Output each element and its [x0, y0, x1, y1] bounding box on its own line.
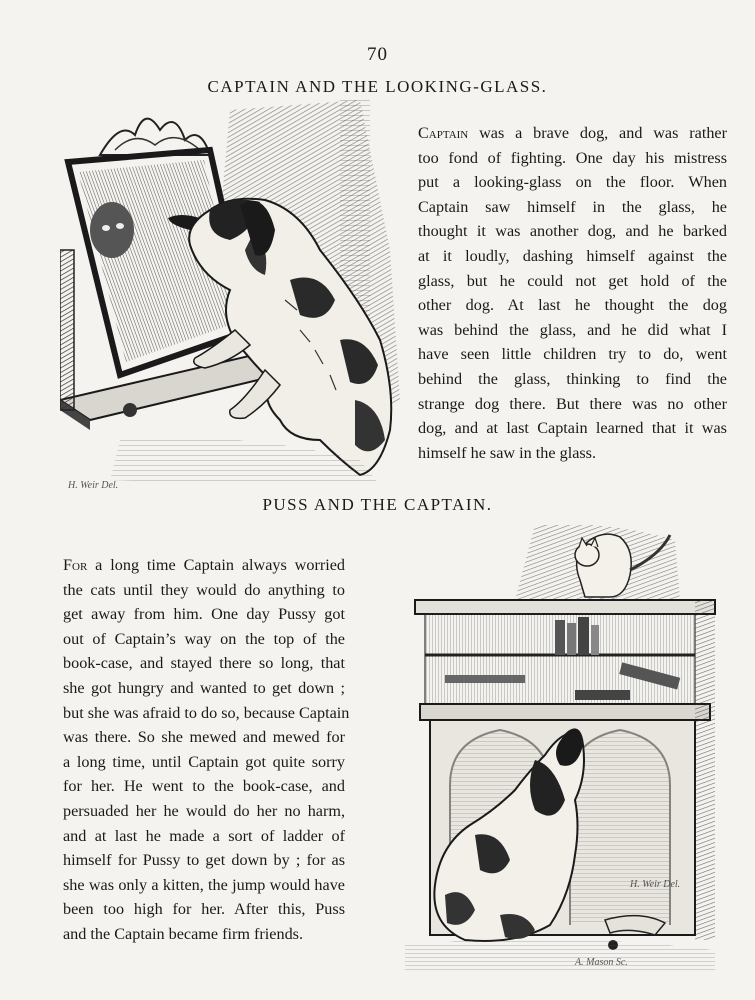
- text-line: at it loudly, dashing himself against the: [418, 246, 727, 265]
- text-line: dog, and at last Captain learned that it was: [418, 419, 727, 438]
- lead-word: Captain: [418, 124, 469, 142]
- text-line: put a looking-glass on the floor. When: [418, 173, 727, 192]
- text-line: himself for Pussy to get down by ; for as: [63, 851, 345, 870]
- text-line: but she was afraid to do so, because Captain: [63, 703, 350, 722]
- dog-looking-glass-illustration: [60, 100, 410, 495]
- text-line: For a long time Captain always worried: [63, 556, 345, 574]
- text-line: she got hungry and wanted to get down ;: [63, 678, 345, 697]
- text-line: thought it was another dog, and he barked: [418, 222, 727, 241]
- text-line: Captain was a brave dog, and was rather: [418, 124, 727, 142]
- text-line: and at last he made a sort of ladder of: [63, 826, 345, 845]
- engraver-signature: A. Mason Sc.: [575, 957, 628, 968]
- lead-word: For: [63, 556, 88, 574]
- text-line: and the Captain became firm friends.: [63, 924, 304, 943]
- page-number: 70: [367, 44, 388, 65]
- text-line: for her. He went to the book-case, and: [63, 777, 345, 796]
- text-line: behind the glass, thinking to find the: [418, 369, 727, 388]
- bookcase-kitten-dog-illustration: [405, 525, 720, 970]
- text-line: have seen little children try to do, went: [418, 345, 727, 364]
- text-line: get away from him. One day Pussy got: [63, 605, 345, 624]
- section-heading-puss-captain: PUSS AND THE CAPTAIN.: [262, 495, 493, 514]
- section-heading-looking-glass: CAPTAIN AND THE LOOKING-GLASS.: [207, 77, 548, 96]
- text-line: himself he saw in the glass.: [418, 443, 597, 462]
- text-line: been too high for her. After this, Puss: [63, 900, 345, 919]
- text-line: a long time, until Captain got quite sorry: [63, 752, 345, 771]
- text-line: too fond of fighting. One day his mistress: [418, 148, 727, 167]
- text-line: the cats until they would do anything to: [63, 580, 345, 599]
- text-line: strange dog there. But there was no other: [418, 394, 727, 413]
- text-line: glass, but he could not get hold of the: [418, 271, 727, 290]
- text-line: she was only a kitten, the jump would have: [63, 875, 345, 894]
- text-line: Captain saw himself in the glass, he: [418, 197, 727, 216]
- text-line: book-case, and stayed there so long, that: [63, 654, 345, 673]
- story-text-looking-glass: [418, 121, 727, 465]
- text-line: other dog. At last he thought the dog: [418, 296, 727, 315]
- text-line: was there. So she mewed and mewed for: [63, 728, 345, 747]
- illustration-signature: H. Weir Del.: [68, 480, 119, 491]
- text-line: was behind the glass, and he did what I: [418, 320, 727, 339]
- text-line: persuaded her he would do her no harm,: [63, 801, 345, 820]
- story-text-puss-captain: [63, 553, 350, 947]
- illustration-signature: H. Weir Del.: [630, 879, 681, 890]
- text-line: out of Captain’s way on the top of the: [63, 629, 345, 648]
